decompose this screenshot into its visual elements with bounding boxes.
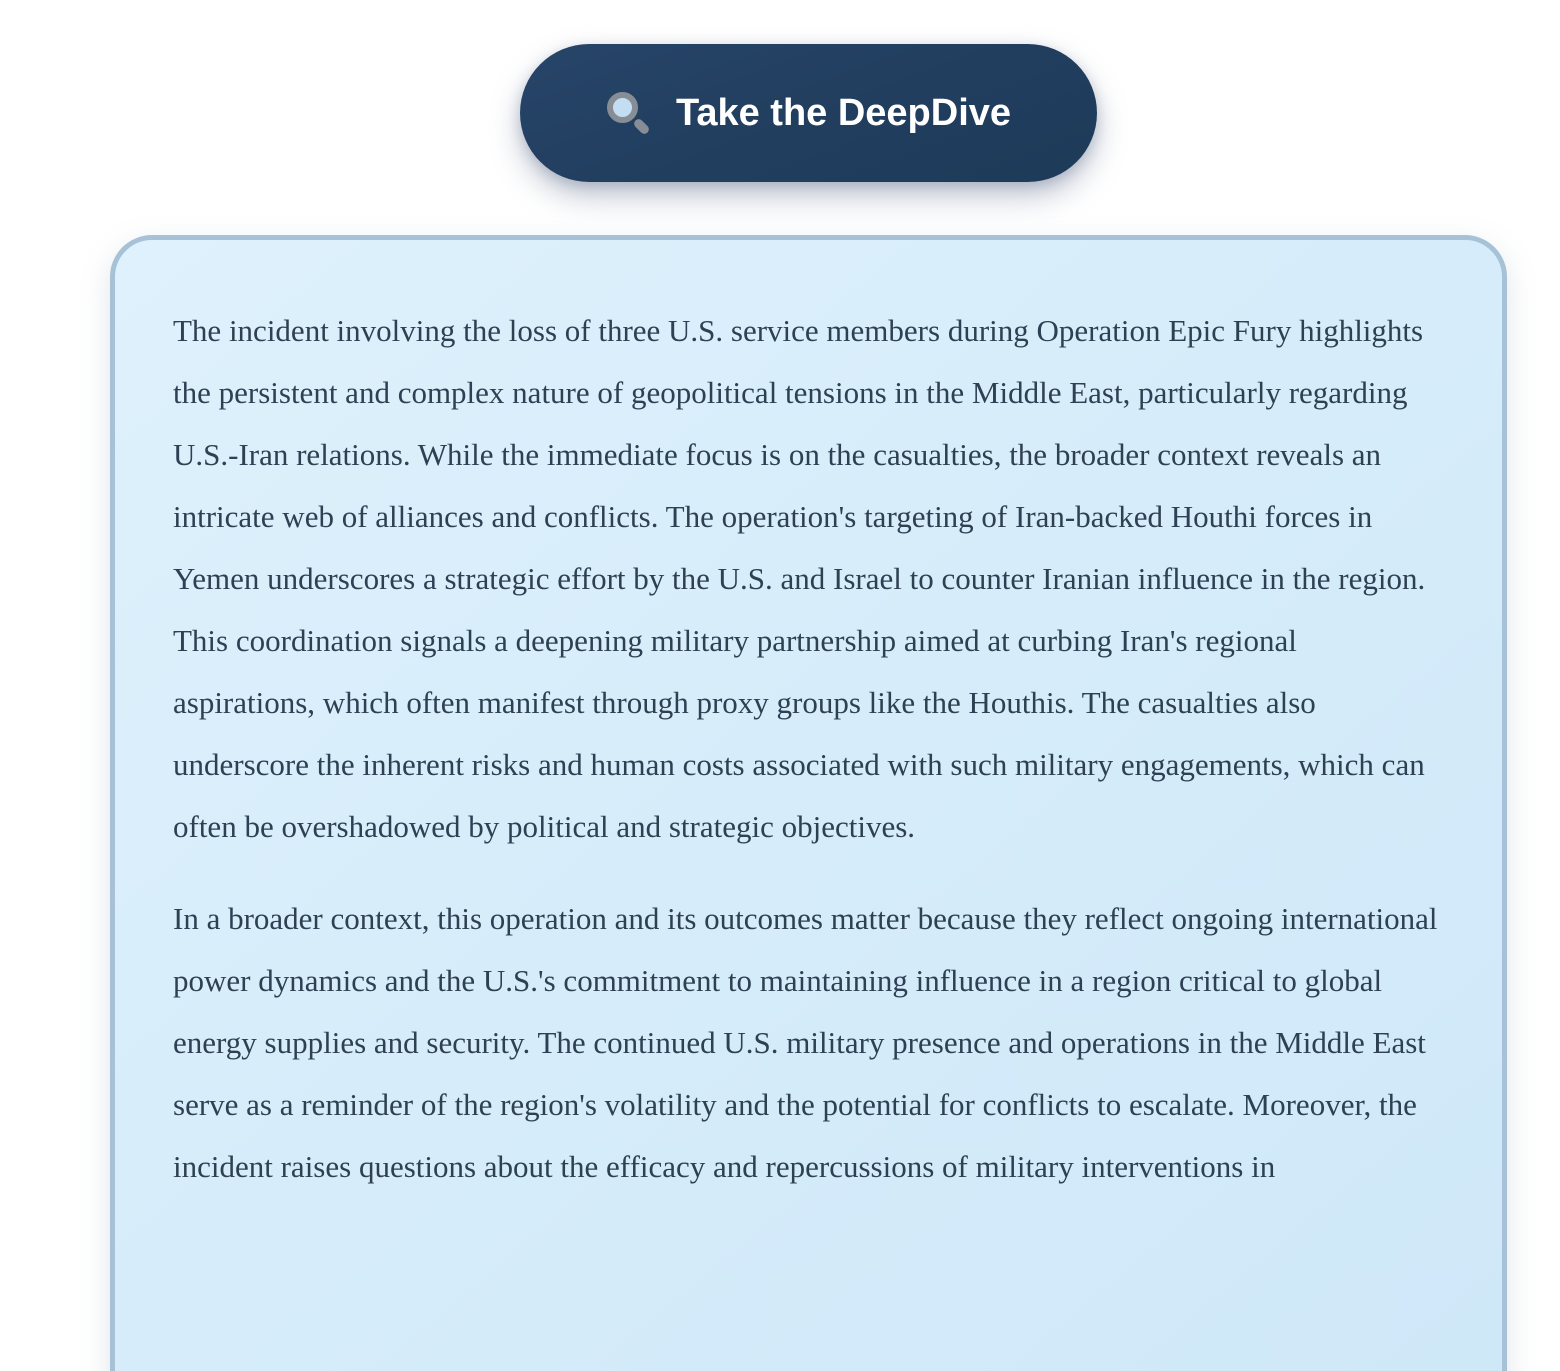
analysis-paragraph-1: The incident involving the loss of three U.S. service members during Operation Epic Fury highlights the persistent and complex nature of geopolitical tensions in the Middle East, particularly regarding U.S.-Iran relations. While the immediate focus is on the casualties, the broader context reveals an intricate web of alliances and conflicts. The operation's targeting of Iran-backed Houthi forces in Yemen underscores a strategic effort by the U.S. and Israel to counter Iranian influence in the region. This coordination signals a deepening military partnership aimed at curbing Iran's regional aspirations, which often manifest through proxy groups like the Houthis. The casualties also underscore the inherent risks and human costs associated with such military engagements, which can often be overshadowed by political and strategic objectives.: [173, 313, 1426, 844]
magnifier-icon: [606, 90, 652, 136]
content-column: [110, 0, 1507, 1371]
magnifier-handle: [632, 117, 650, 135]
magnifier-lens: [607, 92, 638, 123]
analysis-paragraph-2: In a broader context, this operation and its outcomes matter because they reflect ongoing international power dynamics and the U.S.'s commitment to maintaining influence in a region critical to global energy supplies and security. The continued U.S. military presence and operations in the Middle East serve as a reminder of the region's volatility and the potential for conflicts to escalate. Moreover, the incident raises questions about the efficacy and repercussions of military interventions in: [173, 901, 1438, 1184]
button-row: [110, 0, 1507, 182]
take-deepdive-button[interactable]: [520, 44, 1097, 182]
analysis-card: [110, 235, 1507, 1371]
take-deepdive-label: Take the DeepDive: [675, 91, 1012, 134]
